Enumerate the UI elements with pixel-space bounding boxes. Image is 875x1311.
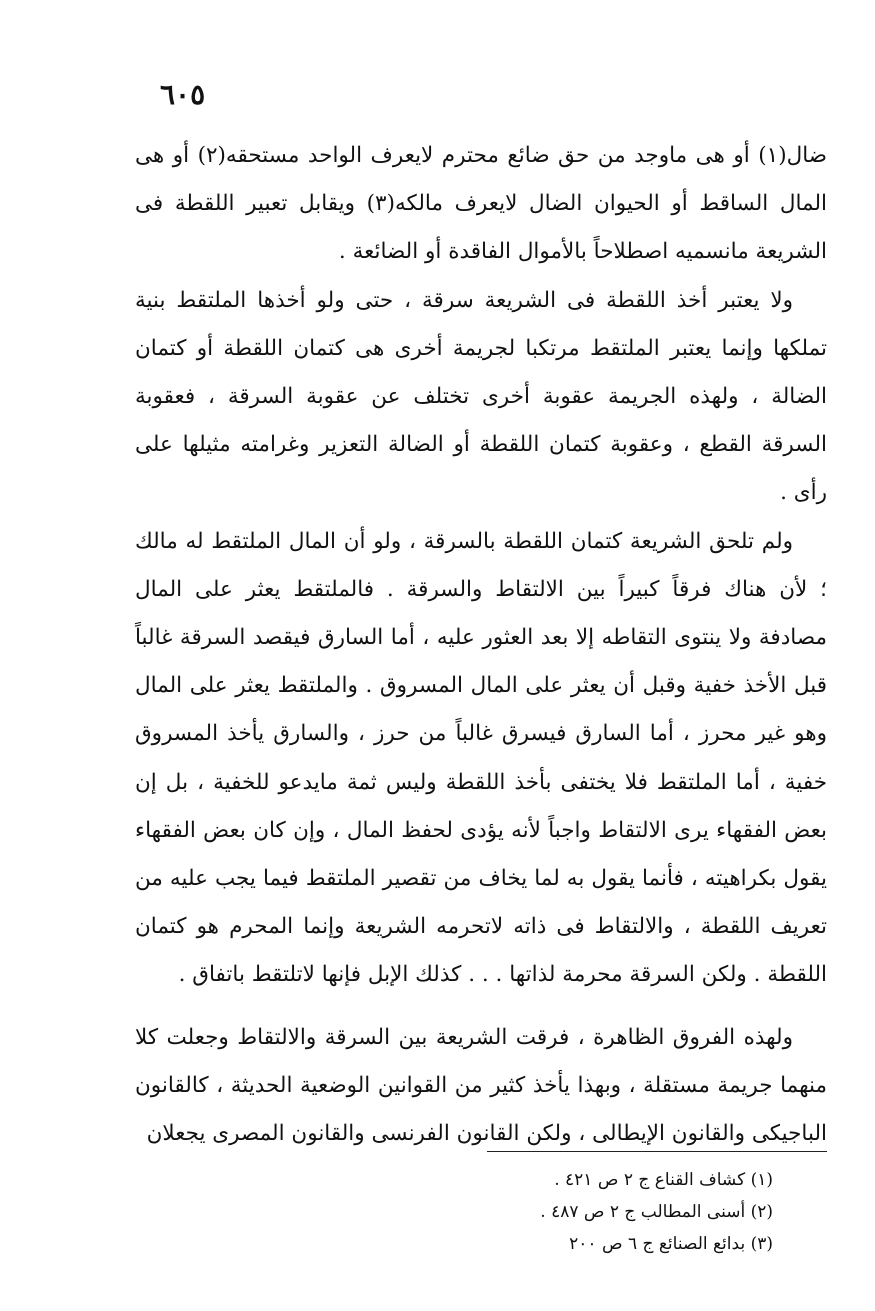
footnote-3: (٣) بدائع الصنائع ج ٦ ص ٢٠٠ — [569, 1234, 773, 1254]
footnote-2: (٢) أسنى المطالب ج ٢ ص ٤٨٧ . — [540, 1202, 773, 1222]
footnote-1: (١) كشاف القناع ج ٢ ص ٤٢١ . — [554, 1170, 773, 1190]
footnotes — [440, 1164, 773, 1260]
page-number: ٦٠٥ — [160, 78, 206, 111]
paragraph-modern-laws: ولهذه الفروق الظاهرة ، فرقت الشريعة بين السرقة والالتقاط وجعلت كلا منهما جريمة مستقلة ، وبهذا يأخذ كثير من القوانين الوضعية الحديثة ، كالقانون الباجيكى والقانون الإيطالى ، ولكن القانون الفرنسى والقانون المصرى يجعلان — [135, 1024, 827, 1147]
paragraph-not-theft: ولا يعتبر أخذ اللقطة فى الشريعة سرقة ، حتى ولو أخذها الملتقط بنية تملكها وإنما يعتبر الملتقط مرتكبا لجريمة أخرى هى كتمان اللقطة أو كتمان الضالة ، ولهذه الجريمة عقوبة أخرى تختلف عن عقوبة السرقة ، فعقوبة السرقة القطع ، وعقوبة كتمان اللقطة أو الضالة التعزير وغرامته مثيلها على رأى . — [135, 287, 827, 506]
paragraph-difference: ولم تلحق الشريعة كتمان اللقطة بالسرقة ، ولو أن المال الملتقط له مالك ؛ لأن هناك فرقاً كبيراً بين الالتقاط والسرقة . فالملتقط يعثر على المال مصادفة ولا ينتوى التقاطه إلا بعد العثور عليه ، أما السارق فيقصد السرقة غالباً قبل الأخذ خفية وقبل أن يعثر على المال المسروق . والملتقط يعثر على المال وهو غير محرز ، أما السارق فيسرق غالباً من حرز ، والسارق يأخذ المسروق خفية ، أما الملتقط فلا يختفى بأخذ اللقطة وليس ثمة مايدعو للخفية ، بل إن بعض الفقهاء يرى الالتقاط واجباً لأنه يؤدى لحفظ المال ، وإن كان بعض الفقهاء يقول بكراهيته ، فأنما يقول به لما يخاف من تقصير الملتقط فيما يجب عليه من تعريف اللقطة ، والالتقاط فى ذاته لاتحرمه الشريعة وإنما المحرم هو كتمان اللقطة . ولكن السرقة محرمة لذاتها . . . كذلك الإبل فإنها لاتلتقط باتفاق . — [135, 528, 827, 988]
footnote-divider — [487, 1151, 827, 1152]
body-text — [135, 132, 827, 1158]
paragraph-lost-property-definition: ضال(١) أو هى ماوجد من حق ضائع محترم لايعرف الواحد مستحقه(٢) أو هى المال الساقط أو الحيوان الضال لايعرف مالكه(٣) ويقابل تعبير اللقطة فى الشريعة مانسميه اصطلاحاً بالأموال الفاقدة أو الضائعة . — [135, 143, 828, 265]
